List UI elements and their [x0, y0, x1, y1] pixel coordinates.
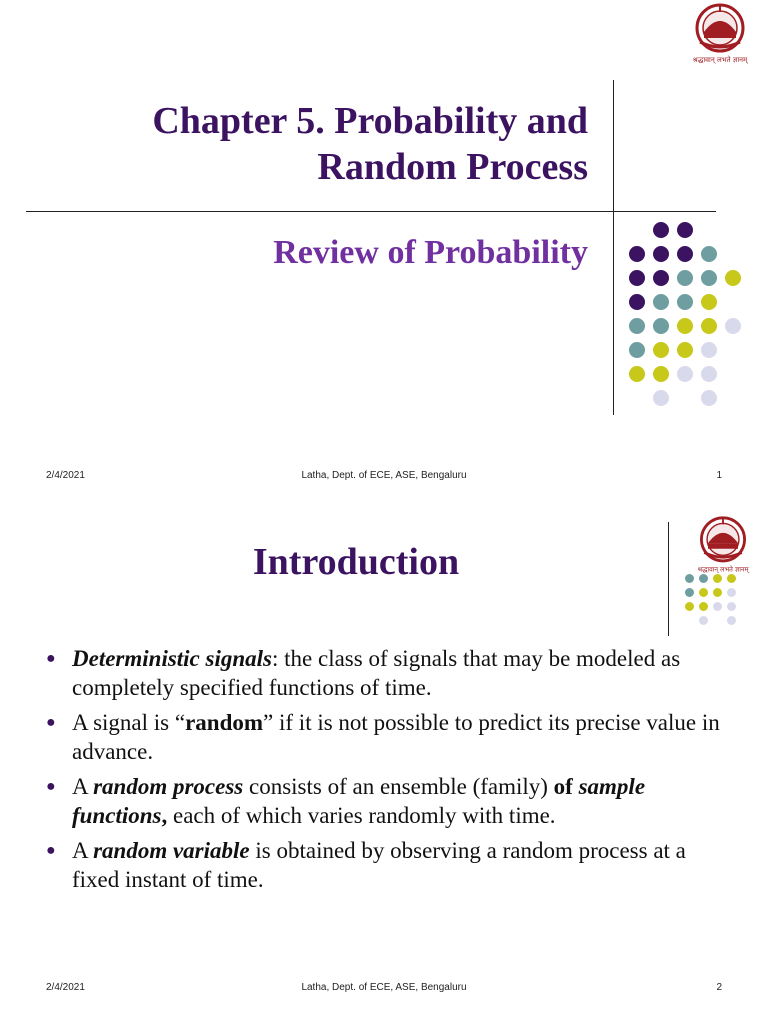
decorative-dot — [713, 602, 722, 611]
bullet-text: random process — [93, 774, 244, 799]
bullet-list — [46, 644, 726, 900]
bullet-text: A — [72, 774, 94, 799]
slide-title — [152, 98, 588, 190]
bullet-text: A — [72, 838, 94, 863]
footer-page-number: 1 — [716, 470, 722, 481]
decorative-dot — [677, 366, 693, 382]
bullet-item — [46, 708, 726, 766]
logo-motto: श्रद्धावान् लभते ज्ञानम् — [692, 56, 748, 64]
footer-date: 2/4/2021 — [46, 982, 85, 993]
decorative-dot — [677, 294, 693, 310]
decorative-dot — [653, 270, 669, 286]
decorative-dot — [701, 246, 717, 262]
decorative-dot — [677, 270, 693, 286]
vertical-divider — [668, 522, 669, 636]
decorative-dot — [701, 390, 717, 406]
decorative-dot — [653, 246, 669, 262]
decorative-dot — [701, 318, 717, 334]
decorative-dot — [727, 616, 736, 625]
footer-author: Latha, Dept. of ECE, ASE, Bengaluru — [301, 982, 467, 993]
university-logo — [680, 2, 760, 66]
decorative-dot — [677, 222, 693, 238]
bullet-text: , — [161, 803, 168, 828]
bullet-text: random — [185, 710, 264, 735]
decorative-dot — [629, 318, 645, 334]
vertical-divider — [613, 80, 614, 415]
bullet-item — [46, 836, 726, 894]
decorative-dot — [725, 318, 741, 334]
decorative-dot — [725, 270, 741, 286]
bullet-text: : the class of signals that may be modeled as completely specified functions of time. — [72, 646, 681, 700]
bullet-item — [46, 772, 726, 830]
bullet-text: Deterministic signals — [72, 646, 272, 671]
bullet-text: each of which varies randomly with time. — [167, 803, 556, 828]
decorative-dot — [727, 588, 736, 597]
slide-title: Introduction — [252, 541, 460, 583]
decorative-dot — [713, 588, 722, 597]
decorative-dot — [701, 342, 717, 358]
slide-subtitle: Review of Probability — [273, 234, 588, 271]
decorative-dot — [685, 574, 694, 583]
decorative-dot — [653, 366, 669, 382]
decorative-dot — [699, 616, 708, 625]
decorative-dot — [629, 270, 645, 286]
decorative-dot — [653, 222, 669, 238]
bullet-text: consists of an ensemble (family) — [243, 774, 554, 799]
bullet-icon: ● — [46, 650, 56, 667]
bullet-text: sample functions — [72, 774, 646, 828]
decorative-dot — [699, 574, 708, 583]
decorative-dot — [727, 574, 736, 583]
decorative-dot — [677, 342, 693, 358]
decorative-dot — [713, 574, 722, 583]
decorative-dot — [701, 366, 717, 382]
footer-date: 2/4/2021 — [46, 470, 85, 481]
footer-page-number: 2 — [716, 982, 722, 993]
decorative-dot — [653, 390, 669, 406]
bullet-text: of — [553, 774, 573, 799]
bullet-text: ” if it is not possible to predict its precise value in advance. — [72, 710, 720, 764]
logo-motto: श्रद्धावान् लभते ज्ञानम् — [697, 565, 749, 574]
decorative-dot — [677, 318, 693, 334]
decorative-dot — [685, 588, 694, 597]
slide-2 — [0, 512, 768, 1024]
decorative-dot — [629, 342, 645, 358]
decorative-dot — [677, 246, 693, 262]
bullet-text: random variable — [93, 838, 250, 863]
decorative-dot — [727, 602, 736, 611]
title-line-2: Random Process — [317, 146, 588, 188]
bullet-text: is obtained by observing a random process at a fixed instant of time. — [72, 838, 686, 892]
bullet-text: A signal is “ — [72, 710, 186, 735]
bullet-item — [46, 644, 726, 702]
decorative-dot — [699, 588, 708, 597]
decorative-dot — [629, 366, 645, 382]
decorative-dot — [699, 602, 708, 611]
bullet-icon: ● — [46, 842, 56, 859]
decorative-dot — [629, 294, 645, 310]
decorative-dot — [701, 270, 717, 286]
footer-author: Latha, Dept. of ECE, ASE, Bengaluru — [301, 470, 467, 481]
decorative-dot — [701, 294, 717, 310]
decorative-dot — [653, 318, 669, 334]
decorative-dot — [629, 246, 645, 262]
bullet-icon: ● — [46, 778, 56, 795]
title-line-1: Chapter 5. Probability and — [152, 100, 588, 142]
decorative-dot — [653, 342, 669, 358]
bullet-icon: ● — [46, 714, 56, 731]
decorative-dot — [653, 294, 669, 310]
decorative-dot — [685, 602, 694, 611]
